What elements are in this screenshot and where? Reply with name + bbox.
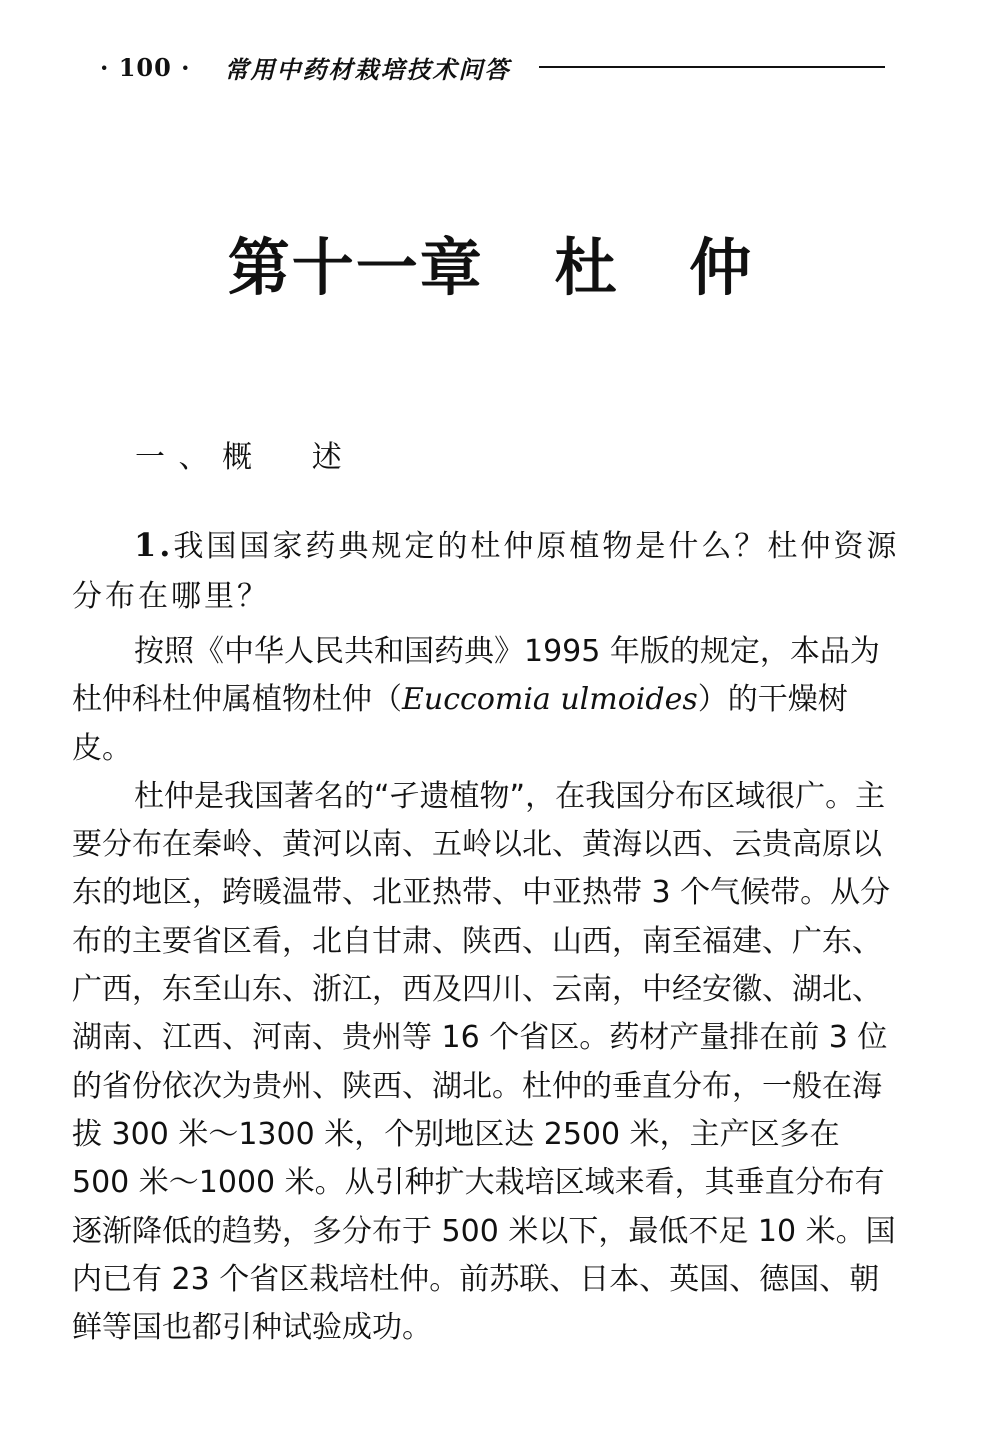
- page-number: · 100 ·: [100, 52, 191, 82]
- section-heading: 一 、 概 述: [135, 440, 344, 475]
- latin-name: Euccomia ulmoides: [402, 682, 698, 718]
- chapter-title: 第十一章 杜 仲: [227, 231, 754, 304]
- paragraph-text: ）的干燥树皮。: [72, 682, 848, 766]
- question-text: 我国国家药典规定的杜仲原植物是什么？杜仲资源分布在哪里？: [72, 529, 900, 614]
- header-rule: [539, 66, 885, 68]
- book-title: 常用中药材栽培技术问答: [224, 54, 511, 84]
- question: [72, 520, 900, 622]
- paragraph-text: 按照《中华人民共和国药典》1995 年版的规定，本品为杜仲科杜仲属植物杜仲（: [72, 634, 880, 718]
- question-number: 1.: [134, 526, 174, 564]
- paragraph-pharmacopoeia: [72, 628, 900, 773]
- body-text: [72, 520, 900, 1352]
- paragraph-distribution: 杜仲是我国著名的“孑遗植物”，在我国分布区域很广。主要分布在秦岭、黄河以南、五岭以北、黄海以西、云贵高原以东的地区，跨暖温带、北亚热带、中亚热带 3 个气候带。从分布的主要省区看，北自甘肃、陕西、山西，南至福建、广东、广西，东至山东、浙江，西及四川、云南，中经安徽、湖北、湖南、江西、河南、贵州等 16 个省区。药材产量排在前 3 位的省份依次为贵州、陕西、湖北。杜仲的垂直分布，一般在海拔 300 米～1300 米，个别地区达 2500 米，主产区多在 500 米～1000 米。从引种扩大栽培区域来看，其垂直分布有逐渐降低的趋势，多分布于 500 米以下，最低不足 10 米。国内已有 23 个省区栽培杜仲。前苏联、日本、英国、德国、朝鲜等国也都引种试验成功。: [72, 778, 896, 1346]
- running-header: [100, 50, 885, 84]
